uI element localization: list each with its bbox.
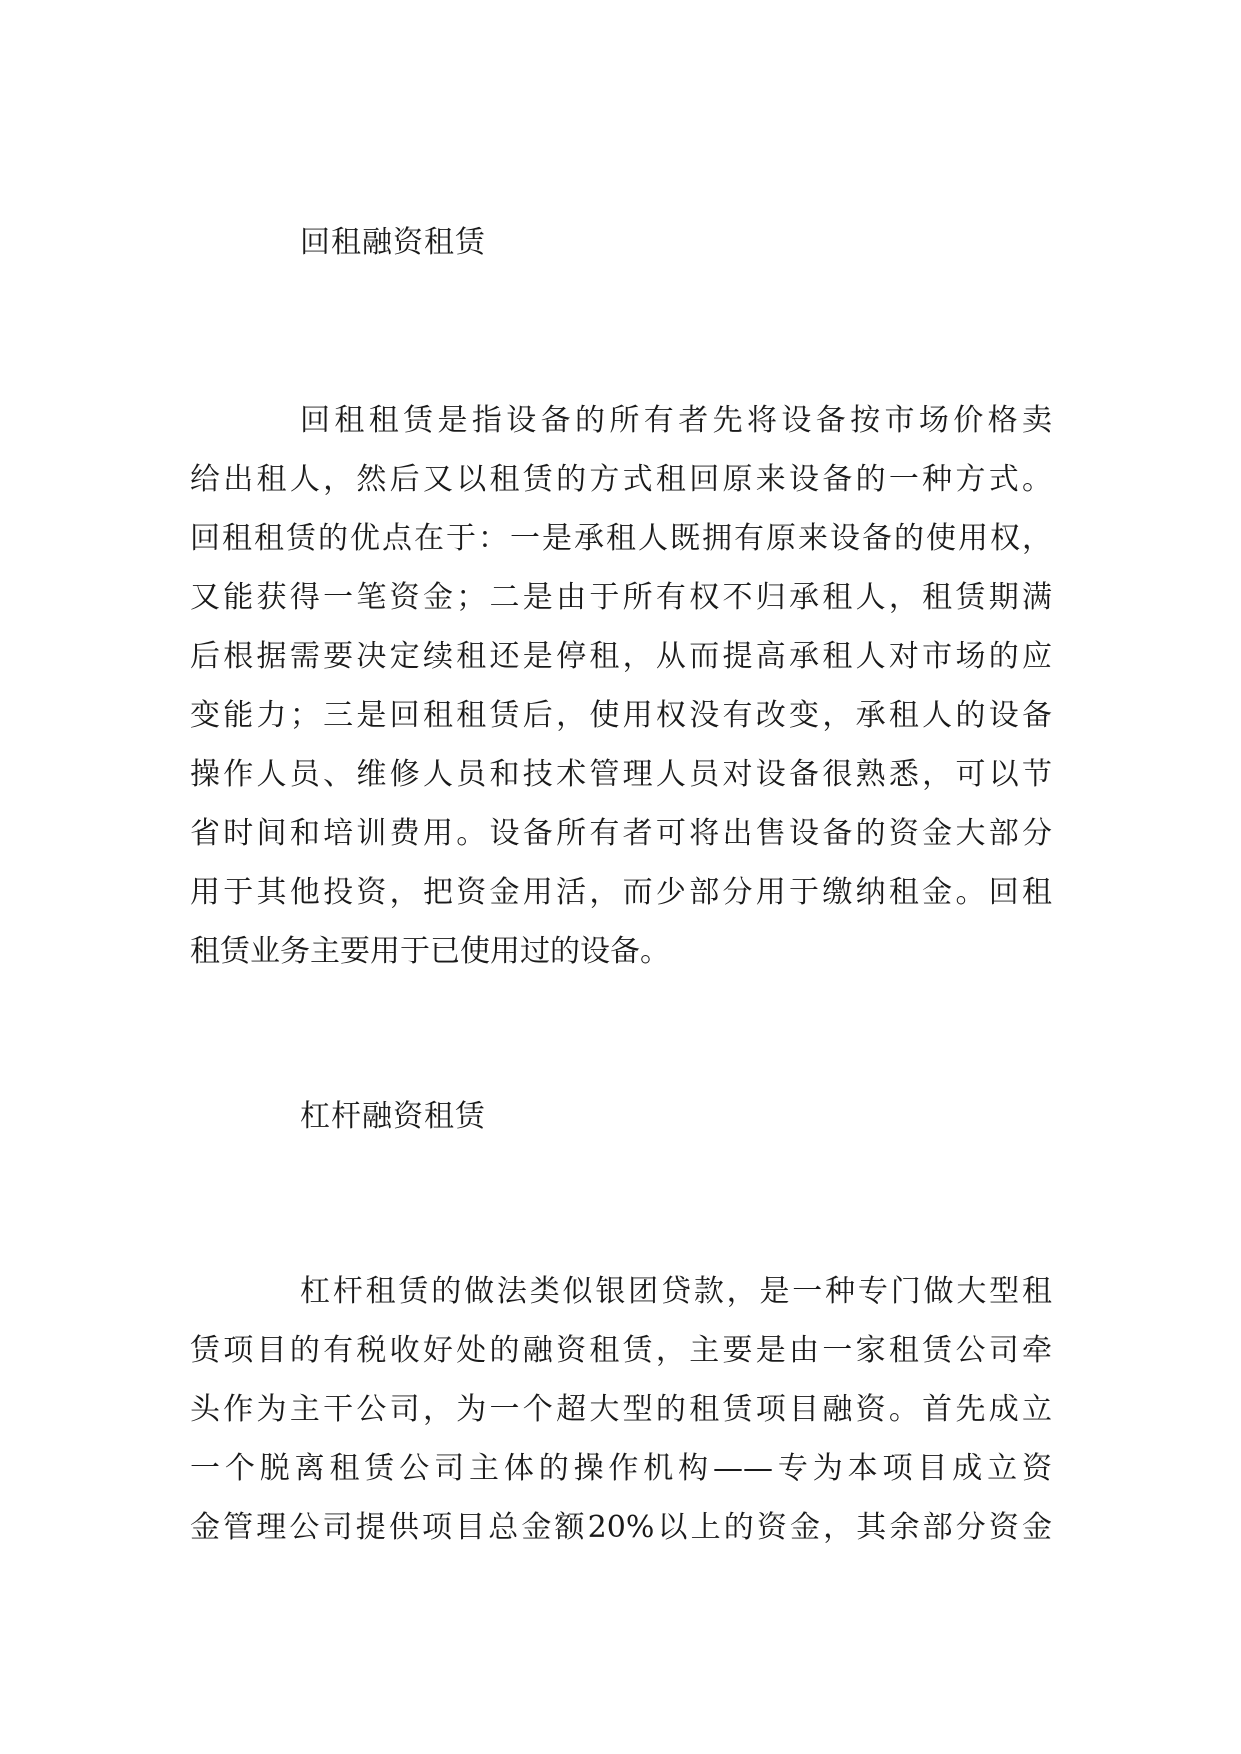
paragraph-line: 后根据需要决定续租还是停租，从而提高承租人对市场的应 xyxy=(190,639,1052,674)
paragraph-line: 又能获得一笔资金；二是由于所有权不归承租人，租赁期满 xyxy=(190,580,1052,615)
section-heading: 回租融资租赁 xyxy=(300,225,486,260)
paragraph-line: 省时间和培训费用。设备所有者可将出售设备的资金大部分 xyxy=(190,816,1052,851)
paragraph-line: 头作为主干公司，为一个超大型的租赁项目融资。首先成立 xyxy=(190,1392,1052,1427)
paragraph xyxy=(190,391,1052,981)
paragraph-line: 变能力；三是回租租赁后，使用权没有改变，承租人的设备 xyxy=(190,698,1052,733)
paragraph xyxy=(190,1262,1052,1557)
paragraph-line: 回租租赁是指设备的所有者先将设备按市场价格卖 xyxy=(300,403,1052,438)
paragraph-line: 赁项目的有税收好处的融资租赁，主要是由一家租赁公司牵 xyxy=(190,1333,1052,1368)
paragraph-line: 用于其他投资，把资金用活，而少部分用于缴纳租金。回租 xyxy=(190,875,1052,910)
section-heading: 杠杆融资租赁 xyxy=(300,1099,486,1134)
paragraph-line: 操作人员、维修人员和技术管理人员对设备很熟悉，可以节 xyxy=(190,757,1052,792)
paragraph-line: 租赁业务主要用于已使用过的设备。 xyxy=(190,934,670,969)
paragraph-line: 一个脱离租赁公司主体的操作机构——专为本项目成立资 xyxy=(190,1451,1052,1486)
paragraph-line: 金管理公司提供项目总金额20%以上的资金，其余部分资金 xyxy=(190,1510,1052,1545)
paragraph-line: 回租租赁的优点在于：一是承租人既拥有原来设备的使用权， xyxy=(190,521,1052,556)
paragraph-line: 给出租人，然后又以租赁的方式租回原来设备的一种方式。 xyxy=(190,462,1052,497)
paragraph-line: 杠杆租赁的做法类似银团贷款，是一种专门做大型租 xyxy=(300,1274,1052,1309)
